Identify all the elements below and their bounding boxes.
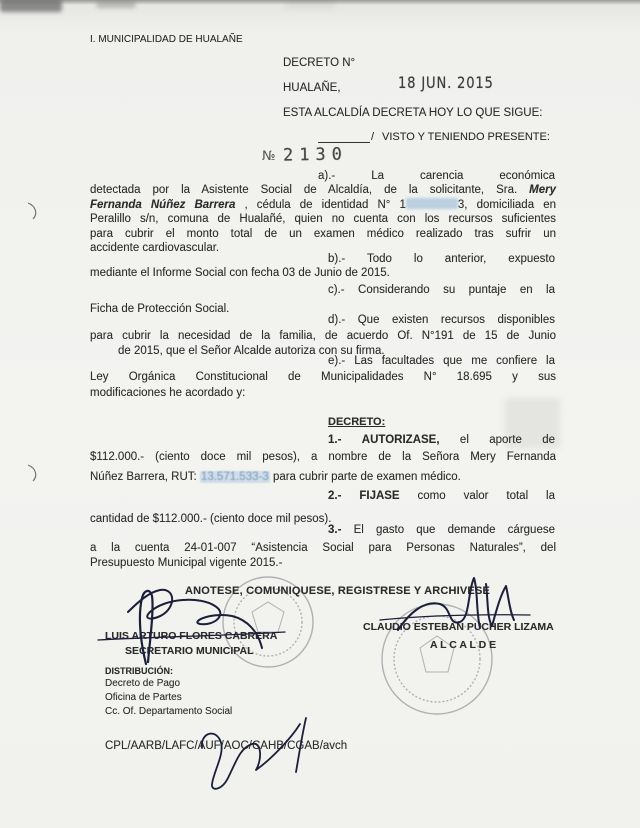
decreto-item-3-line-1 [328, 523, 555, 537]
visto-a-text: detectada por la Asistente Social de Alcaldía, de la solicitante, Sra. [90, 184, 518, 196]
visto-b-line-1 [328, 252, 555, 266]
decree-intro: ESTA ALCALDÍA DECRETA HOY LO QUE SIGUE: [283, 107, 543, 119]
rut-value: 13.571.533-3 [200, 471, 269, 483]
decreto-item-1-line-1 [328, 433, 555, 447]
visto-d-line-2: para cubrir la necesidad de la familia, de acuerdo Of. N°191 de 15 de Junio [90, 330, 556, 342]
decreto-item-3-line-2: a la cuenta 24-01-007 “Asistencia Social para Personas Naturales”, del [90, 542, 556, 554]
closing-formula: ANOTESE, COMUNIQUESE, REGISTRESE Y ARCHIVESE [185, 585, 491, 597]
visto-e-label: e).- [328, 355, 346, 367]
visto-slash: / [371, 131, 375, 143]
distribution-heading: DISTRIBUCIÓN: [105, 666, 173, 676]
visto-a-line-5: para cubrir el monto total de un examen médico realizado tras sufrir un [90, 228, 556, 240]
decreto-item-1-label: 1.- [328, 434, 342, 446]
visto-heading: VISTO Y TENIENDO PRESENTE: [382, 131, 550, 143]
visto-e-line-3: modificaciones he acordado y: [90, 387, 246, 399]
scan-smudge-top-left [0, 0, 62, 12]
visto-d-line-3: de 2015, que el Señor Alcalde autoriza con su firma. [118, 345, 385, 357]
number-stamp-mark: № [262, 149, 276, 164]
distribution-item: Decreto de Pago [105, 678, 181, 689]
visto-a-line-3 [90, 198, 556, 212]
redacted-id-number [406, 198, 458, 209]
decreto-item-3-label: 3.- [328, 524, 342, 536]
applicant-name-rest: Fernanda Núñez Barrera [90, 199, 236, 211]
visto-b-line-2: mediante el Informe Social con fecha 03 de Junio de 2015. [90, 267, 390, 279]
visto-a-line-4: Peralillo s/n, comuna de Hualañé, quien no cuenta con los recursos suficientes [90, 213, 556, 225]
visto-c-line-2: Ficha de Protección Social. [90, 303, 230, 315]
decreto-item-1-line-2: $112.000.- (ciento doce mil pesos), a nombre de la Señora Mery Fernanda [90, 451, 556, 463]
secretary-title: SECRETARIO MUNICIPAL [125, 645, 254, 657]
decreto-item-1-verb: AUTORIZASE, [361, 434, 440, 446]
applicant-name-first: Mery [529, 184, 556, 196]
visto-d-text: Que existen recursos disponibles [357, 314, 555, 326]
visto-c-text: Considerando su puntaje en la [358, 284, 555, 296]
decree-number-label: DECRETO N° [283, 57, 356, 69]
number-stamp: 2130 [282, 144, 349, 166]
secretary-name: LUIS ARTURO FLORES CABRERA [105, 630, 278, 642]
decreto-item-2-label: 2.- [328, 490, 342, 502]
visto-b-text: Todo lo anterior, expuesto [367, 253, 555, 265]
decreto-item-2-line-2: cantidad de $112.000.- (ciento doce mil pesos). [90, 513, 332, 525]
visto-e-text: Las facultades que me confiere la [354, 355, 556, 367]
distribution-item: Oficina de Partes [105, 692, 182, 703]
decreto-item-1-line-3 [90, 470, 461, 484]
visto-a-line-6: accidente cardiovascular. [90, 242, 220, 254]
visto-d-label: d).- [328, 314, 346, 326]
visto-c-label: c).- [328, 284, 345, 296]
scan-bleed-top [286, 0, 334, 8]
initials-signature [202, 724, 300, 789]
visto-e-line-1 [328, 354, 555, 368]
decree-place: HUALAÑE, [283, 82, 341, 94]
decreto-item-1-text: Núñez Barrera, RUT: [90, 471, 197, 483]
decreto-item-3-line-3: Presupuesto Municipal vigente 2015.- [90, 557, 283, 569]
visto-a-text: 3, domiciliada en [457, 199, 556, 211]
decreto-item-2-verb: FIJASE [359, 490, 400, 502]
scan-smudge-top [96, 2, 136, 8]
decreto-item-1-text: para cubrir parte de examen médico. [272, 471, 461, 483]
institution-name: I. MUNICIPALIDAD DE HUALAÑE [90, 34, 243, 45]
visto-e-line-2: Ley Orgánica Constitucional de Municipalidades N° 18.695 y sus [90, 371, 556, 383]
punch-hole-mark [28, 203, 36, 219]
decreto-item-3-text: El gasto que demande cárguese [353, 524, 555, 536]
visto-a-line-1 [318, 169, 555, 183]
visto-d-line-1 [328, 313, 555, 327]
mayor-title: A L C A L D E [430, 639, 497, 651]
decreto-heading: DECRETO: [328, 416, 386, 428]
visto-blank-line [318, 142, 370, 143]
visto-a-text: , cédula de identidad N° 1 [244, 199, 406, 211]
visto-b-label: b).- [328, 253, 346, 265]
decreto-item-2-line-1 [328, 489, 555, 503]
date-stamp: 18 JUN. 2015 [398, 73, 494, 92]
distribution-item: Cc. Of. Departamento Social [105, 706, 233, 717]
punch-hole-mark [28, 465, 36, 481]
visto-a-text: La carencia económica [371, 170, 556, 182]
visto-c-line-1 [328, 283, 555, 297]
decreto-item-1-text: el aporte de [459, 434, 555, 446]
decreto-item-2-text: como valor total la [417, 490, 555, 502]
mayor-name: CLAUDIO ESTEBAN PUCHER LIZAMA [363, 621, 554, 633]
visto-a-label: a).- [318, 170, 336, 182]
visto-a-line-2 [90, 183, 556, 197]
typist-initials: CPL/AARB/LAFC/AUF/AOC/CAHB/CGAB/avch [105, 740, 348, 752]
